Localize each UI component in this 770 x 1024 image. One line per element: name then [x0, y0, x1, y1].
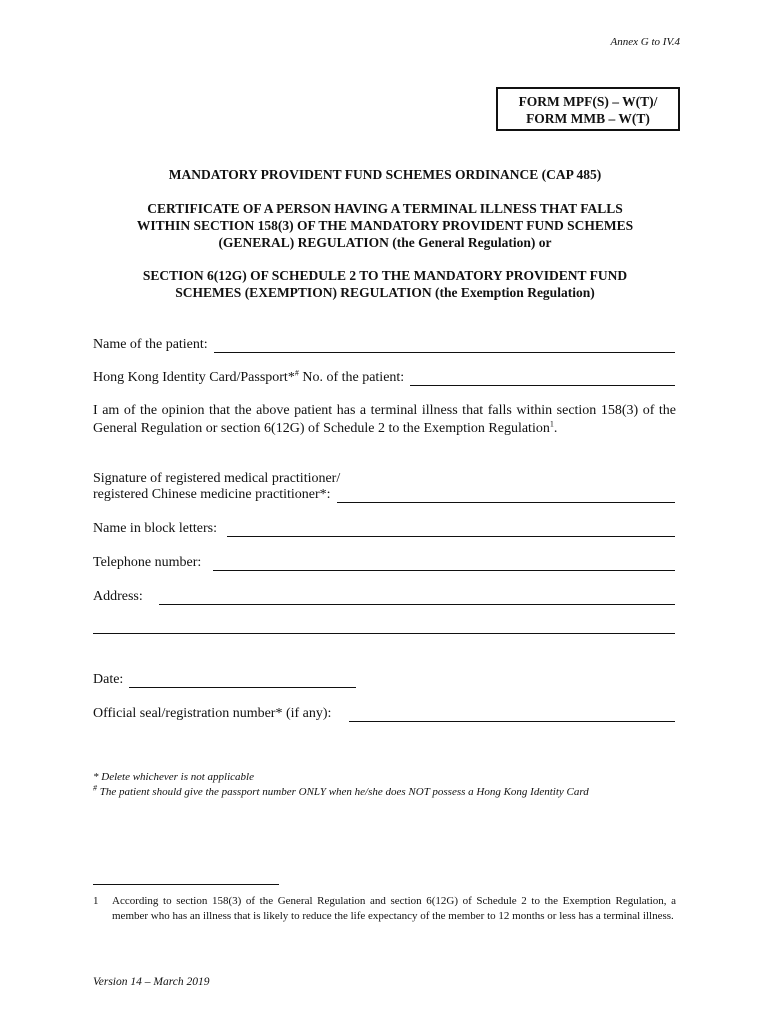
signature-row [93, 483, 675, 503]
seal-row [93, 702, 675, 722]
footnote-text: According to section 158(3) of the General Regulation and section 6(12G) of Schedule 2 to the Exemption Regulation, a member who has an illness that is likely to reduce the life expectancy of the member to 12 months or less has a terminal illness. [112, 895, 676, 922]
footnote [93, 894, 676, 924]
form-number-line1: FORM MPF(S) – W(T)/ [518, 94, 658, 109]
address-row [93, 585, 675, 605]
block-letters-field[interactable] [227, 522, 675, 537]
patient-name-row [93, 333, 675, 353]
certificate-title-line3: (GENERAL) REGULATION (the General Regulation) or [218, 235, 552, 250]
note-passport: # The patient should give the passport number ONLY when he/she does NOT possess a Hong Kong Identity Card [93, 783, 589, 798]
footnote-number: 1 [93, 895, 99, 907]
certificate-title-line1: CERTIFICATE OF A PERSON HAVING A TERMINAL ILLNESS THAT FALLS [147, 201, 623, 216]
footnote-divider [93, 884, 279, 885]
note-delete: * Delete whichever is not applicable [93, 771, 254, 783]
ordinance-title: MANDATORY PROVIDENT FUND SCHEMES ORDINANCE (CAP 485) [168, 167, 602, 182]
form-number-line2: FORM MMB – W(T) [526, 111, 650, 126]
block-letters-label: Name in block letters: [93, 521, 218, 536]
block-letters-row [93, 517, 675, 537]
section-title [70, 267, 700, 301]
address-label: Address: [93, 589, 143, 604]
signature-field[interactable] [337, 488, 675, 503]
opinion-statement: I am of the opinion that the above patient has a terminal illness that falls within section 158(3) of the General Regulation or section 6(12G) of Schedule 2 to the Exemption Regulation$^1$. [93, 403, 676, 436]
signature-label: registered Chinese medicine practitioner*: [93, 487, 331, 502]
address-field-line1[interactable] [159, 590, 675, 605]
section-title-line1: SECTION 6(12G) OF SCHEDULE 2 TO THE MANDATORY PROVIDENT FUND [142, 268, 628, 283]
signature-label-line1: Signature of registered medical practitioner/ [93, 471, 341, 486]
telephone-row [93, 551, 675, 571]
telephone-field[interactable] [213, 556, 675, 571]
telephone-label: Telephone number: [93, 555, 202, 570]
date-row [93, 668, 356, 688]
patient-name-field[interactable] [214, 338, 675, 353]
seal-field[interactable] [349, 707, 675, 722]
form-number-box [496, 87, 680, 131]
patient-id-row [93, 366, 675, 386]
certificate-title [70, 200, 700, 251]
certificate-title-line2: WITHIN SECTION 158(3) OF THE MANDATORY PROVIDENT FUND SCHEMES [136, 218, 634, 233]
version-label: Version 14 – March 2019 [93, 976, 210, 988]
address-field-line2[interactable] [93, 633, 675, 634]
annex-label: Annex G to IV.4 [610, 36, 680, 48]
patient-id-field[interactable] [410, 371, 675, 386]
date-field[interactable] [129, 673, 356, 688]
patient-name-label: Name of the patient: [93, 337, 208, 352]
patient-id-label: Hong Kong Identity Card/Passport*# No. of the patient: [93, 368, 405, 385]
section-title-line2: SCHEMES (EXEMPTION) REGULATION (the Exemption Regulation) [175, 285, 595, 300]
date-label: Date: [93, 672, 124, 687]
seal-label: Official seal/registration number* (if any): [93, 706, 332, 721]
